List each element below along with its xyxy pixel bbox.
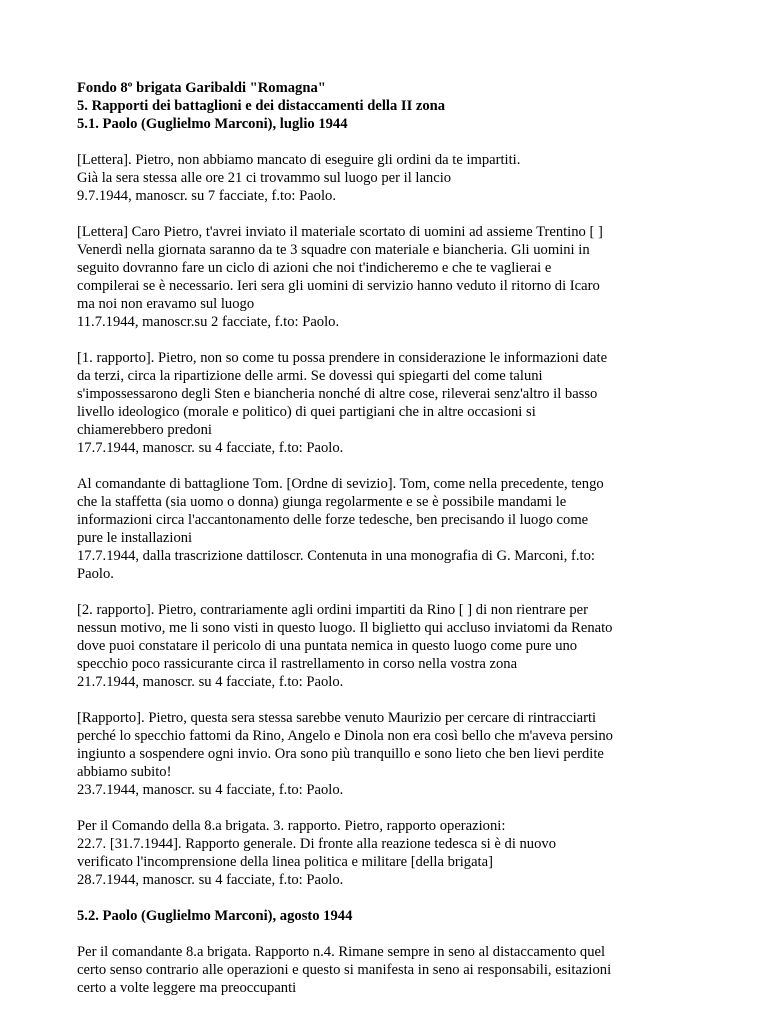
entry-paragraph <box>77 943 717 997</box>
entry-line: dove puoi constatare il pericolo di una puntata nemica in questo luogo come pure uno <box>77 638 578 654</box>
entry-line: nessun motivo, me li sono visti in questo luogo. Il biglietto qui accluso inviatomi da Renato <box>77 620 613 636</box>
entry-line: Già la sera stessa alle ore 21 ci trovammo sul luogo per il lancio <box>77 170 452 186</box>
entry-line: [Rapporto]. Pietro, questa sera stessa sarebbe venuto Maurizio per cercare di rintracciarti <box>77 710 597 726</box>
document-heading <box>77 79 717 133</box>
entry-paragraph <box>77 601 717 691</box>
entry-line: 17.7.1944, manoscr. su 4 facciate, f.to: Paolo. <box>77 440 344 456</box>
entry-line: [2. rapporto]. Pietro, contrariamente agli ordini impartiti da Rino [ ] di non rientrare per <box>77 602 589 618</box>
entry-paragraph <box>77 709 717 799</box>
entry-line: ingiunto a sospendere ogni invio. Ora sono più tranquillo e sono lieto che ben lievi perdite <box>77 746 604 762</box>
entry-line: [Lettera]. Pietro, non abbiamo mancato di eseguire gli ordini da te impartiti. <box>77 152 521 168</box>
entry-line: livello ideologico (morale e politico) di quei partigiani che in altre occasioni si <box>77 404 536 420</box>
fund-title: Fondo 8º brigata Garibaldi "Romagna" <box>77 80 326 96</box>
entry-line: che la staffetta (sia uomo o donna) giunga regolarmente e se è possibile mandami le <box>77 494 567 510</box>
entry-line: specchio poco rassicurante circa il rastrellamento in corso nella vostra zona <box>77 656 518 672</box>
entry-line: informazioni circa l'accantonamento delle forze tedesche, ben precisando il luogo come <box>77 512 589 528</box>
entry-line: abbiamo subito! <box>77 764 172 780</box>
entry-line: [1. rapporto]. Pietro, non so come tu possa prendere in considerazione le informazioni date <box>77 350 608 366</box>
entry-line: verificato l'incomprensione della linea politica e militare [della brigata] <box>77 854 493 870</box>
section-title-1: 5.1. Paolo (Guglielmo Marconi), luglio 1944 <box>77 116 348 132</box>
entry-line: 21.7.1944, manoscr. su 4 facciate, f.to: Paolo. <box>77 674 344 690</box>
entry-line: Al comandante di battaglione Tom. [Ordne di sevizio]. Tom, come nella precedente, tengo <box>77 476 604 492</box>
entry-line: certo senso contrario alle operazioni e questo si manifesta in seno ai responsabili, esitazioni <box>77 962 612 978</box>
entry-line: Per il Comando della 8.a brigata. 3. rapporto. Pietro, rapporto operazioni: <box>77 818 506 834</box>
entry-line: Paolo. <box>77 566 114 582</box>
entries-list <box>77 151 717 889</box>
entry-line: Venerdì nella giornata saranno da te 3 squadre con materiale e biancheria. Gli uomini in <box>77 242 590 258</box>
entry-paragraph <box>77 475 717 583</box>
entry-line: compilerai se è necessario. Ieri sera gli uomini di servizio hanno veduto il ritorno di Icaro <box>77 278 600 294</box>
entry-line: [Lettera] Caro Pietro, t'avrei inviato il materiale scortato di uomini ad assieme Trentino [ ] <box>77 224 603 240</box>
chapter-title: 5. Rapporti dei battaglioni e dei distaccamenti della II zona <box>77 98 446 114</box>
entry-line: 22.7. [31.7.1944]. Rapporto generale. Di fronte alla reazione tedesca si è di nuovo <box>77 836 556 852</box>
section-title-2: 5.2. Paolo (Guglielmo Marconi), agosto 1944 <box>77 908 353 924</box>
entry-line: 28.7.1944, manoscr. su 4 facciate, f.to: Paolo. <box>77 872 344 888</box>
entry-line: pure le installazioni <box>77 530 193 546</box>
entry-line: chiamerebbero predoni <box>77 422 212 438</box>
entry-line: seguito dovranno fare un ciclo di azioni che noi t'indicheremo e che te vaglierai e <box>77 260 552 276</box>
entry-line: 23.7.1944, manoscr. su 4 facciate, f.to: Paolo. <box>77 782 344 798</box>
entry-line: 17.7.1944, dalla trascrizione dattiloscr. Contenuta in una monografia di G. Marconi, f.to: <box>77 548 595 564</box>
entry-paragraph <box>77 817 717 889</box>
entry-paragraph <box>77 223 717 331</box>
entry-line: perché lo specchio fattomi da Rino, Angelo e Dinola non era così bello che m'aveva persino <box>77 728 613 744</box>
entry-line: 9.7.1944, manoscr. su 7 facciate, f.to: Paolo. <box>77 188 336 204</box>
entry-paragraph <box>77 349 717 457</box>
entry-paragraph <box>77 151 717 205</box>
entry-line: da terzi, circa la ripartizione delle armi. Se dovessi qui spiegarti del come taluni <box>77 368 543 384</box>
document-page <box>77 79 717 1015</box>
entry-line: Per il comandante 8.a brigata. Rapporto n.4. Rimane sempre in seno al distaccamento quel <box>77 944 606 960</box>
entry-line: s'impossessarono degli Sten e biancheria nonché di altre cose, rileverai senz'altro il basso <box>77 386 598 402</box>
entry-line: certo a volte leggere ma preoccupanti <box>77 980 297 996</box>
entry-line: 11.7.1944, manoscr.su 2 facciate, f.to: Paolo. <box>77 314 340 330</box>
entry-line: ma noi non eravamo sul luogo <box>77 296 255 312</box>
